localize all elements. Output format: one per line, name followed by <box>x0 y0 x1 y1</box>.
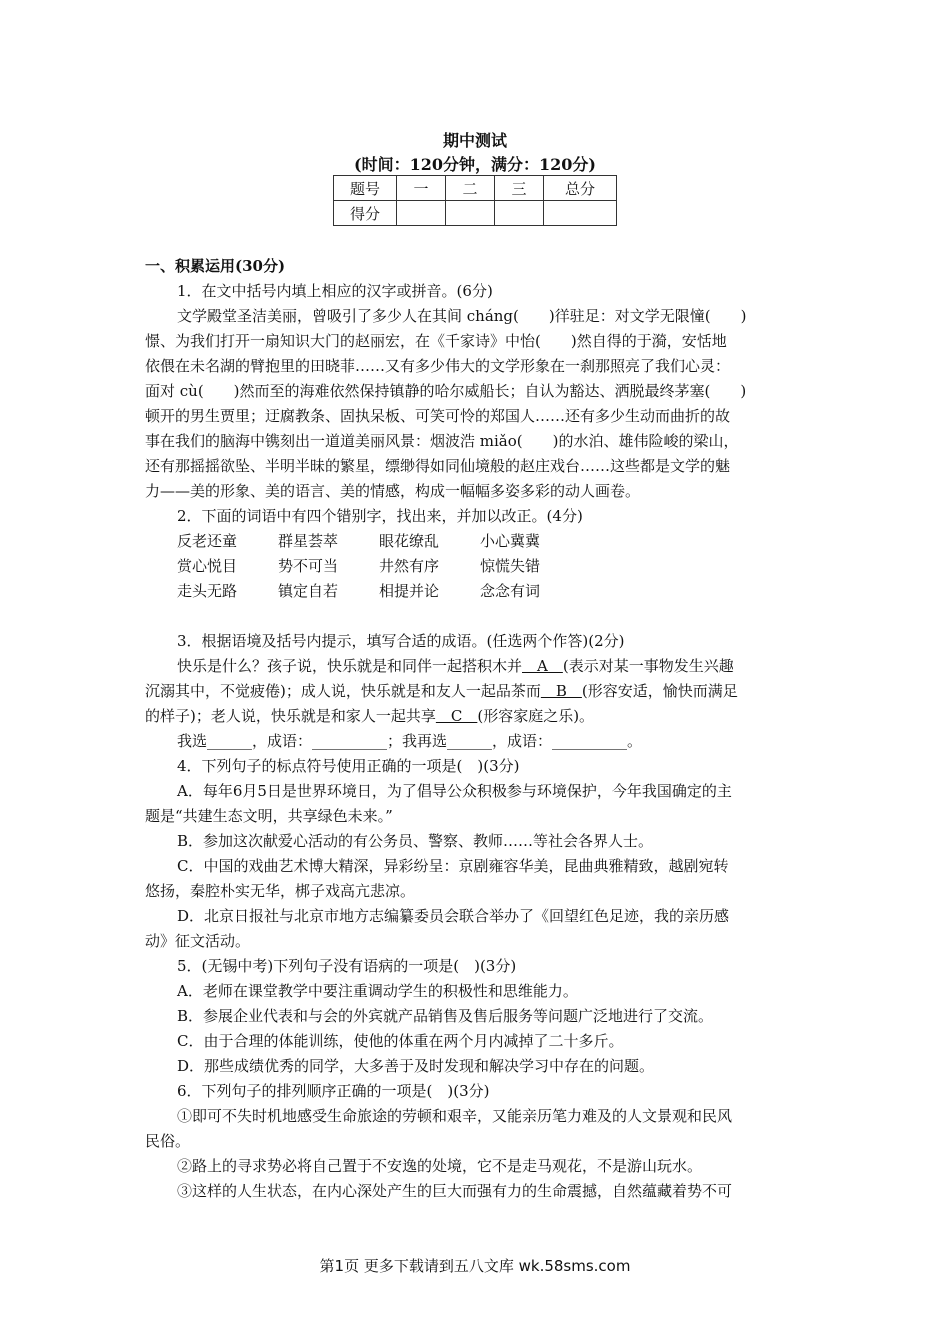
option-b: B．参加这次献爱心活动的有公务员、警察、教师……等社会各界人士。 <box>177 832 654 850</box>
passage-line: 力——美的形象、美的语言、美的情感，构成一幅幅多姿多彩的动人画卷。 <box>145 482 641 500</box>
word-item: 走头无路 <box>177 582 238 600</box>
word-item: 小心冀冀 <box>480 532 541 550</box>
question-2-stem: 2．下面的词语中有四个错别字，找出来，并加以改正。(4分) <box>177 507 583 525</box>
passage-line: 事在我们的脑海中镌刻出一道道美丽风景：烟波浩 miǎo( )的水泊、雄伟险峻的梁山， <box>145 432 739 450</box>
score-table <box>333 175 617 226</box>
passage-line: 还有那摇摇欲坠、半明半昧的繁星，缥缈得如同仙境般的赵庄戏台……这些都是文学的魅 <box>145 457 731 475</box>
word-item: 惊慌失错 <box>480 557 541 575</box>
text-segment: 快乐是什么？孩子说，快乐就是和同伴一起搭积木并 <box>177 657 523 675</box>
passage-line: 依偎在未名湖的臂抱里的田晓菲……又有多少伟大的文学形象在一刹那照亮了我们心灵： <box>145 357 731 375</box>
score-cell <box>397 201 446 226</box>
word-item: 群星荟萃 <box>278 532 339 550</box>
table-row <box>334 201 617 226</box>
question-4-stem: 4．下列句子的标点符号使用正确的一项是( )(3分) <box>177 757 520 775</box>
word-item: 反老还童 <box>177 532 238 550</box>
text-segment: (形容安适，愉快而满足 <box>581 682 738 700</box>
word-item: 赏心悦目 <box>177 557 238 575</box>
word-item: 念念有词 <box>480 582 541 600</box>
question-3-stem: 3．根据语境及括号内提示，填写合适的成语。(任选两个作答)(2分) <box>177 632 625 650</box>
score-cell <box>446 201 495 226</box>
passage-line: 顿开的男生贾里；迂腐教条、固执呆板、可笑可怜的郑国人……还有多少生动而曲折的故 <box>145 407 731 425</box>
sentence-2: ②路上的寻求势必将自己置于不安逸的处境，它不是走马观花，不是游山玩水。 <box>177 1157 703 1175</box>
option-a: A．老师在课堂教学中要注重调动学生的积极性和思维能力。 <box>177 982 578 1000</box>
exam-content <box>145 254 809 1204</box>
question-3-line <box>145 679 809 704</box>
blank-b: B <box>540 682 582 700</box>
word-item: 势不可当 <box>278 557 339 575</box>
table-header-cell: 总分 <box>544 176 617 201</box>
page-footer: 第1页 更多下载请到五八文库 wk.58sms.com <box>319 1257 631 1275</box>
option-c-cont: 悠扬，秦腔朴实无华，梆子戏高亢悲凉。 <box>145 882 416 900</box>
blank-c: C <box>435 707 478 725</box>
word-item: 相提并论 <box>379 582 440 600</box>
table-row <box>334 176 617 201</box>
option-d: D．那些成绩优秀的同学，大多善于及时发现和解决学习中存在的问题。 <box>177 1057 655 1075</box>
spacer <box>145 604 809 629</box>
sentence-1: ①即可不失时机地感受生命旅途的劳顿和艰辛，又能亲历笔力难及的人文景观和民风 <box>177 1107 733 1125</box>
table-header-cell: 一 <box>397 176 446 201</box>
option-d-cont: 动》征文活动。 <box>145 932 251 950</box>
score-cell <box>544 201 617 226</box>
answer-line: 我选______，成语：__________；我再选______，成语：__________。 <box>177 732 643 750</box>
exam-info: (时间：120分钟，满分：120分) <box>354 155 596 174</box>
word-item: 眼花缭乱 <box>379 532 440 550</box>
section-heading: 一、积累运用(30分) <box>145 257 286 275</box>
sentence-1-cont: 民俗。 <box>145 1132 191 1150</box>
sentence-3: ③这样的人生状态，在内心深处产生的巨大而强有力的生命震撼，自然蕴藏着势不可 <box>177 1182 733 1200</box>
passage-line: 文学殿堂圣洁美丽，曾吸引了多少人在其间 cháng( )徉驻足：对文学无限憧( ) <box>177 307 747 325</box>
question-3-line <box>145 654 809 679</box>
question-1-stem: 1．在文中括号内填上相应的汉字或拼音。(6分) <box>177 282 493 300</box>
word-item: 镇定自若 <box>278 582 339 600</box>
text-segment: (形容家庭之乐)。 <box>477 707 595 725</box>
option-c: C．中国的戏曲艺术博大精深，异彩纷呈：京剧雍容华美，昆曲典雅精致，越剧宛转 <box>177 857 729 875</box>
word-row <box>145 554 809 579</box>
word-row <box>145 529 809 554</box>
question-5-stem: 5．(无锡中考)下列句子没有语病的一项是( )(3分) <box>177 957 517 975</box>
word-row <box>145 579 809 604</box>
blank-a: A <box>522 657 563 675</box>
score-cell <box>495 201 544 226</box>
text-segment: (表示对某一事物发生兴趣 <box>562 657 734 675</box>
option-a: A．每年6月5日是世界环境日，为了倡导公众积极参与环境保护，今年我国确定的主 <box>177 782 732 800</box>
passage-line: 面对 cù( )然而至的海难依然保持镇静的哈尔威船长；自认为豁达、洒脱最终茅塞( ) <box>145 382 747 400</box>
option-a-cont: 题是“共建生态文明，共享绿色未来。” <box>145 807 393 825</box>
table-row-label: 得分 <box>334 201 397 226</box>
question-3-line <box>145 704 809 729</box>
table-header-cell: 二 <box>446 176 495 201</box>
option-c: C．由于合理的体能训练，使他的体重在两个月内减掉了二十多斤。 <box>177 1032 624 1050</box>
page-title: 期中测试 <box>442 131 507 150</box>
option-b: B．参展企业代表和与会的外宾就产品销售及售后服务等问题广泛地进行了交流。 <box>177 1007 714 1025</box>
word-item: 井然有序 <box>379 557 440 575</box>
text-segment: 的样子)；老人说，快乐就是和家人一起共享 <box>145 707 436 725</box>
passage-line: 憬、为我们打开一扇知识大门的赵丽宏，在《千家诗》中怡( )然自得的于漪，安恬地 <box>145 332 727 350</box>
table-header-cell: 题号 <box>334 176 397 201</box>
text-segment: 沉溺其中，不觉疲倦)；成人说，快乐就是和友人一起品茶而 <box>145 682 541 700</box>
option-d: D．北京日报社与北京市地方志编纂委员会联合举办了《回望红色足迹，我的亲历感 <box>177 907 730 925</box>
table-header-cell: 三 <box>495 176 544 201</box>
question-6-stem: 6．下列句子的排列顺序正确的一项是( )(3分) <box>177 1082 490 1100</box>
